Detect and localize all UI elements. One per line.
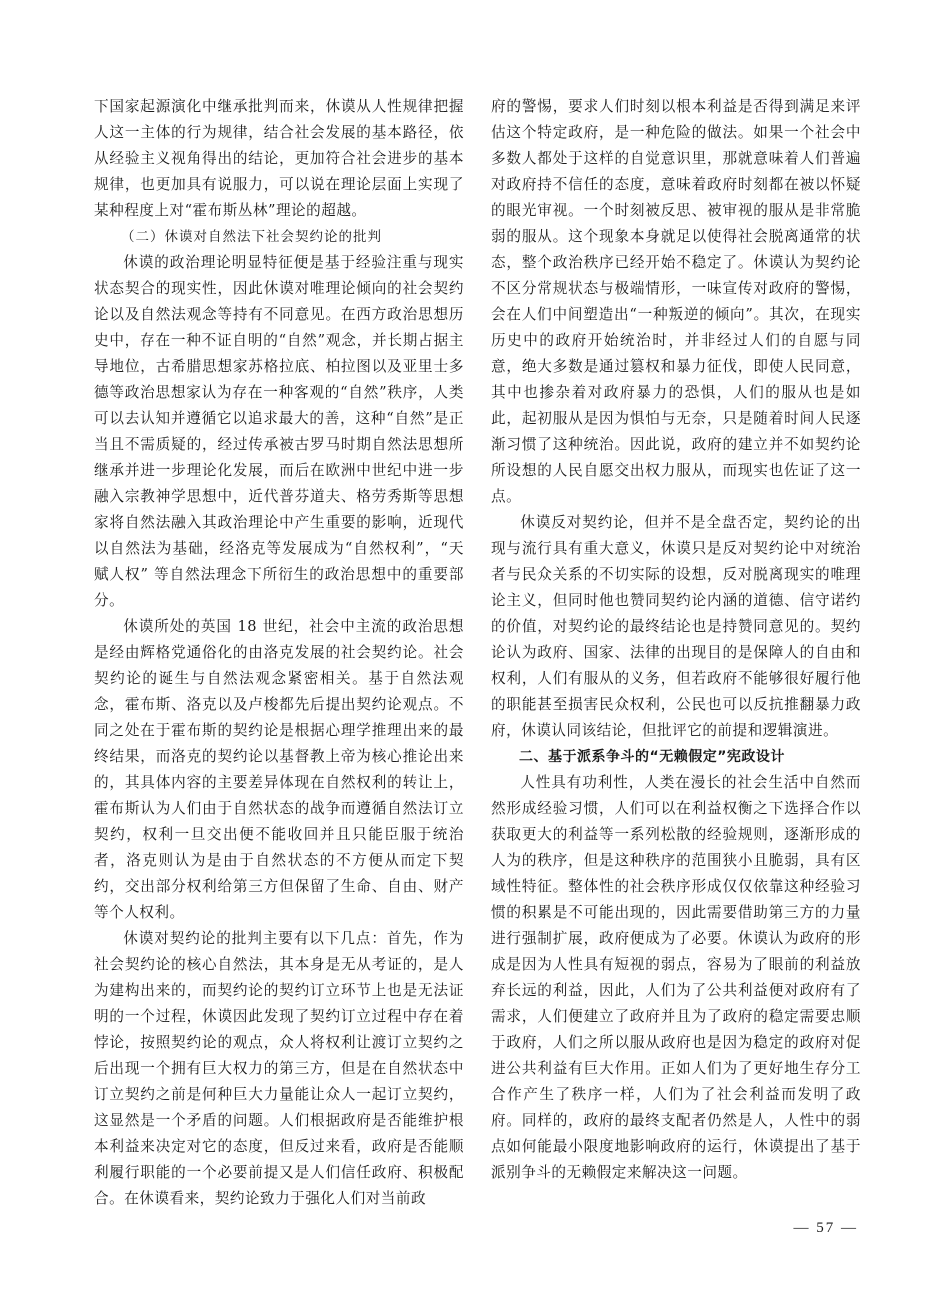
page-number: — 57 — [793,1220,858,1236]
paragraph: 人性具有功利性，人类在漫长的社会生活中自然而然形成经验习惯，人们可以在利益权衡之下选择合作以获取更大的利益等一系列松散的经验规则，逐渐形成的人为的秩序，但是这种秩序的范围狭小且脆弱，具有区域性特征。整体性的社会秩序形成仅仅依靠这种经验习惯的积累是不可能出现的，因此需要借助第三方的力量进行强制扩展，政府便成为了必要。休谟认为政府的形成是因为人性具有短视的弱点，容易为了眼前的利益放弃长远的利益，因此，人们为了公共利益便对政府有了需求，人们便建立了政府并且为了政府的稳定需要忠顺于政府，人们之所以服从政府也是因为稳定的政府对促进公共利益有巨大作用。正如人们为了更好地生存分工合作产生了秩序一样，人们为了社会利益而发明了政府。同样的，政府的最终支配者仍然是人，人性中的弱点如何能最小限度地影响政府的运行，休谟提出了基于派别争斗的无赖假定来解决这一问题。 [491,774,861,1181]
paragraph: 休谟所处的英国 18 世纪，社会中主流的政治思想是经由辉格党通俗化的由洛克发展的社会契约论。社会契约论的诞生与自然法观念紧密相关。基于自然法观念，霍布斯、洛克以及卢梭都先后提出契约论观点。不同之处在于霍布斯的契约论是根据心理学推理出来的最终结果，而洛克的契约论以基督教上帝为核心推论出来的，其具体内容的主要差异体现在自然权利的转让上，霍布斯认为人们由于自然状态的战争而遵循自然法订立契约，权利一旦交出便不能收回并且只能臣服于统治者，洛克则认为是由于自然状态的不方便从而定下契约，交出部分权利给第三方但保留了生命、自由、财产等个人权利。 [94,618,464,921]
paragraph: 府的警惕，要求人们时刻以根本利益是否得到满足来评估这个特定政府，是一种危险的做法。如果一个社会中多数人都处于这样的自觉意识里，那就意味着人们普遍对政府持不信任的态度，意味着政府时刻都在被以怀疑的眼光审视。一个时刻被反思、被审视的服从是非常脆弱的服从。这个现象本身就足以使得社会脱离通常的状态，整个政治秩序已经开始不稳定了。休谟认为契约论不区分常规状态与极端情形，一味宣传对政府的警惕，会在人们中间塑造出“一种叛逆的倾向”。其次，在现实历史中的政府开始统治时，并非经过人们的自愿与同意，绝大多数是通过篡权和暴力征伐，即使人民同意，其中也掺杂着对政府暴力的恐惧，人们的服从也是如此，起初服从是因为惧怕与无奈，只是随着时间人民逐渐习惯了这种统治。因此说，政府的建立并不如契约论所设想的人民自愿交出权力服从，而现实也佐证了这一点。 [491,98,861,505]
right-column [491,94,861,1186]
paragraph: 休谟反对契约论，但并不是全盘否定，契约论的出现与流行具有重大意义，休谟只是反对契约论中对统治者与民众关系的不切实际的设想，反对脱离现实的唯理论主义，但同时他也赞同契约论内涵的道德、信守诺约的价值，对契约论的最终结论也是持赞同意见的。契约论认为政府、国家、法律的出现目的是保障人的自由和权利，人们有服从的义务，但若政府不能够很好履行他的职能甚至损害民众权利，公民也可以反抗推翻暴力政府，休谟认同该结论，但批评它的前提和逻辑演进。 [491,514,861,739]
paragraph: 休谟的政治理论明显特征便是基于经验注重与现实状态契合的现实性，因此休谟对唯理论倾向的社会契约论以及自然法观念等持有不同意见。在西方政治思想历史中，存在一种不证自明的“自然”观念，并长期占据主导地位，古希腊思想家苏格拉底、柏拉图以及亚里士多德等政治思想家认为存在一种客观的“自然”秩序，人类可以去认知并遵循它以追求最大的善，这种“自然”是正当且不需质疑的，经过传承被古罗马时期自然法思想所继承并进一步理论化发展，而后在欧洲中世纪中进一步融入宗教神学思想中，近代普芬道夫、格劳秀斯等思想家将自然法融入其政治理论中产生重要的影响，近现代以自然法为基础，经洛克等发展成为“自然权利”，“天赋人权” 等自然法理念下所衍生的政治思想中的重要部分。 [94,254,464,609]
left-column [94,94,464,1212]
section-heading: 二、基于派系争斗的“无赖假定”宪政设计 [519,749,785,765]
paragraph: 休谟对契约论的批判主要有以下几点：首先，作为社会契约论的核心自然法，其本身是无从考证的，是人为建构出来的，而契约论的契约订立环节上也是无法证明的一个过程，休谟因此发现了契约订立过程中存在着悖论，按照契约论的观点，众人将权利让渡订立契约之后出现一个拥有巨大权力的第三方，但是在自然状态中订立契约之前是何种巨大力量能让众人一起订立契约，这显然是一个矛盾的问题。人们根据政府是否能维护根本利益来决定对它的态度，但反过来看，政府是否能顺利履行职能的一个必要前提又是人们信任政府、积极配合。在休谟看来，契约论致力于强化人们对当前政 [94,930,464,1207]
paragraph: 下国家起源演化中继承批判而来，休谟从人性规律把握人这一主体的行为规律，结合社会发展的基本路径，依从经验主义视角得出的结论，更加符合社会进步的基本规律，也更加具有说服力，可以说在理论层面上实现了某种程度上对“霍布斯丛林”理论的超越。 [94,98,464,219]
subsection-heading: （二）休谟对自然法下社会契约论的批判 [121,229,382,245]
